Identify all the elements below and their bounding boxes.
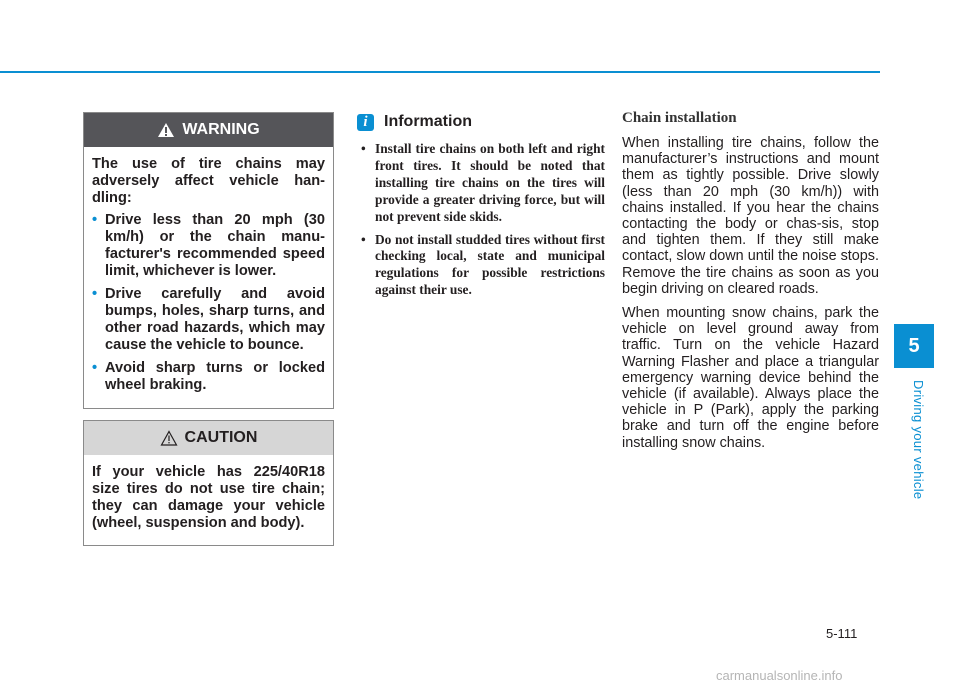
info-icon: i	[357, 114, 374, 131]
chapter-label: Driving your vehicle	[911, 380, 926, 500]
warning-header	[84, 113, 333, 147]
page-number: 5-111	[826, 626, 858, 641]
chain-installation-section	[622, 110, 879, 459]
warning-triangle-icon	[157, 122, 175, 138]
caution-box	[83, 420, 334, 546]
paragraph: When installing tire chains, follow the manufacturer’s instructions and mount them as tightly possible. Drive slowly (less than 20 mph (30 km/h)) with chains installed. If you hear the chains contacting the body or chas-sis, stop and tighten them. If they still make contact, slow down until the noise stops. Remove the tire chains as soon as you begin driving on cleared roads.	[622, 135, 879, 297]
warning-box	[83, 112, 334, 409]
bullet-dot: •	[361, 231, 366, 247]
list-item: • Install tire chains on both left and right front tires. It should be noted that installing tire chains on the tires will provide a greater driving force, but will not prevent side skids.	[361, 141, 605, 224]
caution-title: CAUTION	[184, 429, 258, 446]
caution-header	[84, 421, 333, 455]
caution-text: If your vehicle has 225/40R18 size tires do not use tire chain; they can damage your vehicle (wheel, suspension and body).	[92, 464, 325, 531]
information-title: Information	[384, 113, 472, 130]
caution-triangle-icon	[160, 430, 178, 446]
caution-body	[84, 455, 333, 545]
bullet-dot: •	[92, 360, 98, 376]
warning-body	[84, 147, 333, 408]
list-item: • Drive carefully and avoid bumps, holes, sharp turns, and other road hazards, which may cause the vehicle to bounce.	[92, 286, 325, 353]
information-list	[357, 141, 605, 299]
information-section	[357, 113, 605, 305]
watermark: carmanualsonline.info	[716, 668, 843, 683]
list-item: • Do not install studded tires without first checking local, state and municipal regulations for possible restrictions against their use.	[361, 231, 605, 298]
chapter-tab: 5	[894, 324, 934, 368]
list-item: • Drive less than 20 mph (30 km/h) or the chain manu-facturer's recommended speed limit, whichever is lower.	[92, 212, 325, 279]
top-rule	[0, 71, 880, 73]
paragraph: When mounting snow chains, park the vehicle on level ground away from traffic. Turn on the vehicle Hazard Warning Flasher and place a triangular emergency warning device behind the vehicle (if available). Always place the vehicle in P (Park), apply the parking brake and turn off the engine before installing snow chains.	[622, 305, 879, 451]
warning-list	[92, 212, 325, 394]
warning-title: WARNING	[182, 121, 260, 138]
information-header	[357, 113, 605, 131]
list-item: • Avoid sharp turns or locked wheel braking.	[92, 360, 325, 393]
bullet-dot: •	[361, 141, 366, 156]
warning-intro: The use of tire chains may adversely affect vehicle han-dling:	[92, 156, 325, 206]
section-heading: Chain installation	[622, 110, 737, 126]
bullet-dot: •	[92, 212, 98, 228]
bullet-dot: •	[92, 286, 98, 302]
